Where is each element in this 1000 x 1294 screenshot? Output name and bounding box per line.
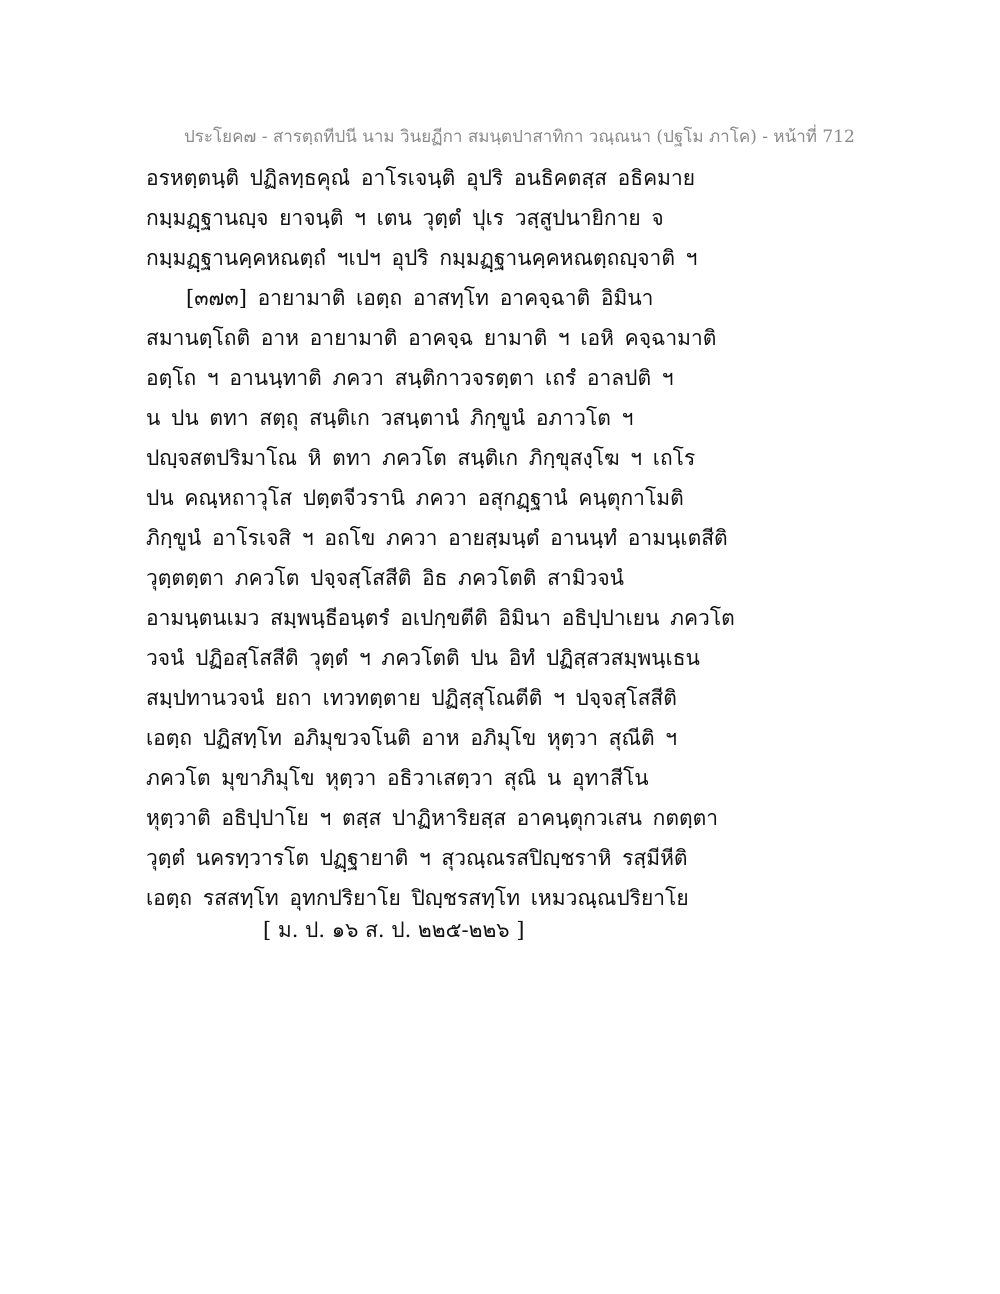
paragraph-start-line: [๓๗๓] อายามาติ เอตฺถ อาสทฺโท อาคจฺฉาติ อิมินา xyxy=(186,286,654,310)
text-line: ภควโต มุขาภิมุโข หุตฺวา อธิวาเสตฺวา สุณิ น อุทาสีโน xyxy=(146,766,649,790)
text-line: กมฺมฏฺฐานญฺจ ยาจนฺติ ฯ เตน วุตฺตํ ปุเร วสฺสูปนายิกาย จ xyxy=(146,206,664,230)
text-line: ปน คณฺหถาวุโส ปตฺตจีวรานิ ภควา อสุกฏฺฐานํ คนฺตุกาโมติ xyxy=(146,486,684,510)
source-reference: [ ม. ป. ๑๖ ส. ป. ๒๒๕-๒๒๖ ] xyxy=(263,918,525,942)
running-header: ประโยค๗ - สารตฺถทีปนี นาม วินยฏีกา สมนฺตปาสาทิกา วณฺณนา (ปฐโม ภาโค) - หน้าที่ 712 xyxy=(184,127,855,147)
text-line: กมฺมฏฺฐานคฺคหณตฺถํ ฯเปฯ อุปริ กมฺมฏฺฐานคฺคหณตฺถญฺจาติ ฯ xyxy=(146,246,698,270)
body-text xyxy=(146,158,735,918)
text-line: ปญฺจสตปริมาโณ หิ ตทา ภควโต สนฺติเก ภิกฺขุสงฺโฆ ฯ เถโร xyxy=(146,446,696,470)
text-line: อรหตฺตนฺติ ปฏิลทฺธคุณํ อาโรเจนฺติ อุปริ อนธิคตสฺส อธิคมาย xyxy=(146,166,696,190)
text-line: วจนํ ปฏิอสฺโสสีติ วุตฺตํ ฯ ภควโตติ ปน อิทํ ปฏิสฺสวสมฺพนฺเธน xyxy=(146,646,700,670)
text-line: หุตฺวาติ อธิปฺปาโย ฯ ตสฺส ปาฏิหาริยสฺส อาคนฺตุกวเสน กตตฺตา xyxy=(146,806,719,830)
text-line: สมานตฺโถติ อาห อายามาติ อาคจฺฉ ยามาติ ฯ เอหิ คจฺฉามาติ xyxy=(146,326,717,350)
text-line: เอตฺถ รสสทฺโท อุทกปริยาโย ปิญฺชรสทฺโท เหมวณฺณปริยาโย xyxy=(146,886,689,910)
text-line: สมฺปทานวจนํ ยถา เทวทตฺตาย ปฏิสฺสุโณตีติ ฯ ปจฺจสฺโสสีติ xyxy=(146,686,677,710)
text-line: อตฺโถ ฯ อานนฺทาติ ภควา สนฺติกาวจรตฺตา เถรํ อาลปติ ฯ xyxy=(146,366,674,390)
text-line: เอตฺถ ปฏิสทฺโท อภิมุขวจโนติ อาห อภิมุโข หุตฺวา สุณีติ ฯ xyxy=(146,726,678,750)
text-line: ภิกฺขูนํ อาโรเจสิ ฯ อถโข ภควา อายสฺมนฺตํ อานนฺทํ อามนฺเตสีติ xyxy=(146,526,728,550)
text-line: อามนฺตนเมว สมฺพนฺธีอนฺตรํ อเปกฺขตีติ อิมินา อธิปฺปาเยน ภควโต xyxy=(146,606,735,630)
text-line: วุตฺตํ นครทฺวารโต ปฏฺฐายาติ ฯ สุวณฺณรสปิญฺชราหิ รสฺมีหีติ xyxy=(146,846,688,870)
text-line: น ปน ตทา สตฺถุ สนฺติเก วสนฺตานํ ภิกฺขูนํ อภาวโต ฯ xyxy=(146,406,634,430)
text-line: วุตฺตตฺตา ภควโต ปจฺจสฺโสสีติ อิธ ภควโตติ สามิวจนํ xyxy=(146,566,624,590)
